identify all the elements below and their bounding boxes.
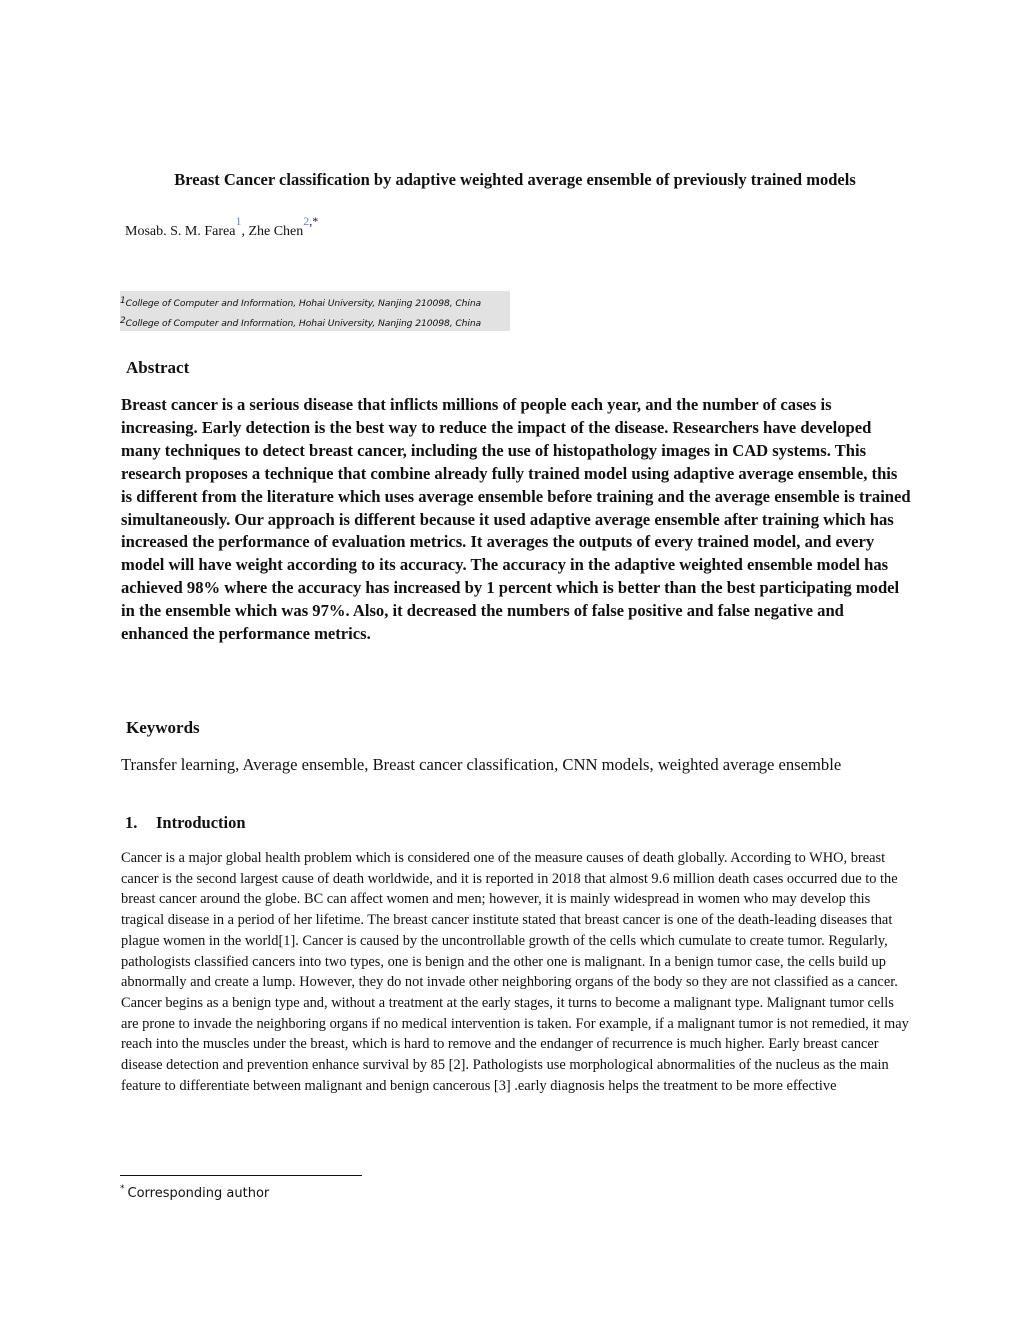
affiliation-text: College of Computer and Information, Hohai University, Nanjing 210098, China [125,318,482,329]
section-number: 1. [125,813,138,832]
footnote-text: Corresponding author [127,1186,270,1201]
affiliation-line [120,311,510,331]
abstract-text: Breast cancer is a serious disease that inflicts millions of people each year, and the number of cases is increasing. Early detection is the best way to reduce the impact of the disease. Researchers have developed many techniques to detect breast cancer, including the use of histopathology images in CAD systems. This research proposes a technique that combine already fully trained model using adaptive average ensemble, this is different from the literature which uses average ensemble before training and the average ensemble is trained simultaneously. Our approach is different because it used adaptive average ensemble after training which has increased the performance of evaluation metrics. It averages the outputs of every trained model, and every model will have weight according to its accuracy. The accuracy in the adaptive weighted ensemble model has achieved 98% where the accuracy has increased by 1 percent which is better than the best participating model in the ensemble which was 97%. Also, it decreased the numbers of false positive and false negative and enhanced the performance metrics. [121,395,911,644]
keywords-text: Transfer learning, Average ensemble, Breast cancer classification, CNN models, weighted average ensemble [121,755,842,774]
affiliation-marker: 1 [235,214,242,228]
footnote-divider [120,1175,362,1176]
affiliation-number: 1 [120,296,126,306]
footnote [120,1184,269,1201]
corresponding-marker: ,* [309,214,319,228]
paper-title: Breast Cancer classification by adaptive weighted average ensemble of previously trained models [174,170,856,189]
author-line [125,214,318,240]
section-heading-introduction [125,813,246,833]
author-separator: , [241,224,249,239]
footnote-marker: * [120,1184,125,1194]
author-name: Zhe Chen [248,224,304,239]
abstract-heading: Abstract [126,358,190,377]
keywords-heading: Keywords [126,718,200,737]
affiliation-line [120,291,510,311]
introduction-text: Cancer is a major global health problem which is considered one of the measure causes of death globally. According to WHO, breast cancer is the second largest cause of death worldwide, and it is reported in 2018 that almost 9.6 million death cases occurred due to the breast cancer around the globe. BC can affect women and men; however, it is mainly widespread in women who may develop this tragical disease in a period of her lifetime. The breast cancer institute stated that breast cancer is one of the death-leading diseases that plague women in the world[1]. Cancer is caused by the uncontrollable growth of the cells which cumulate to create tumor. Regularly, pathologists classified cancers into two types, one is benign and the other one is malignant. In a benign tumor case, the cells build up abnormally and create a lump. However, they do not invade other neighboring organs of the body so they are not classified as a cancer. Cancer begins as a benign type and, without a treatment at the early stages, it turns to become a malignant type. Malignant tumor cells are prone to invade the neighboring organs if no medical intervention is taken. For example, if a malignant tumor is not remedied, it may reach into the muscles under the breast, which is hard to remove and the endanger of recurrence is much higher. Early breast cancer disease detection and prevention enhance survival by 85 [2]. Pathologists use morphological abnormalities of the nucleus as the main feature to differentiate between malignant and benign cancerous [3] .early diagnosis helps the treatment to be more effective [121,850,909,1094]
affiliation-text: College of Computer and Information, Hohai University, Nanjing 210098, China [125,298,482,309]
section-title: Introduction [156,813,246,832]
affiliation-number: 2 [120,316,126,326]
affiliation-marker: 2 [303,214,310,228]
author-name: Mosab. S. M. Farea [125,224,236,239]
